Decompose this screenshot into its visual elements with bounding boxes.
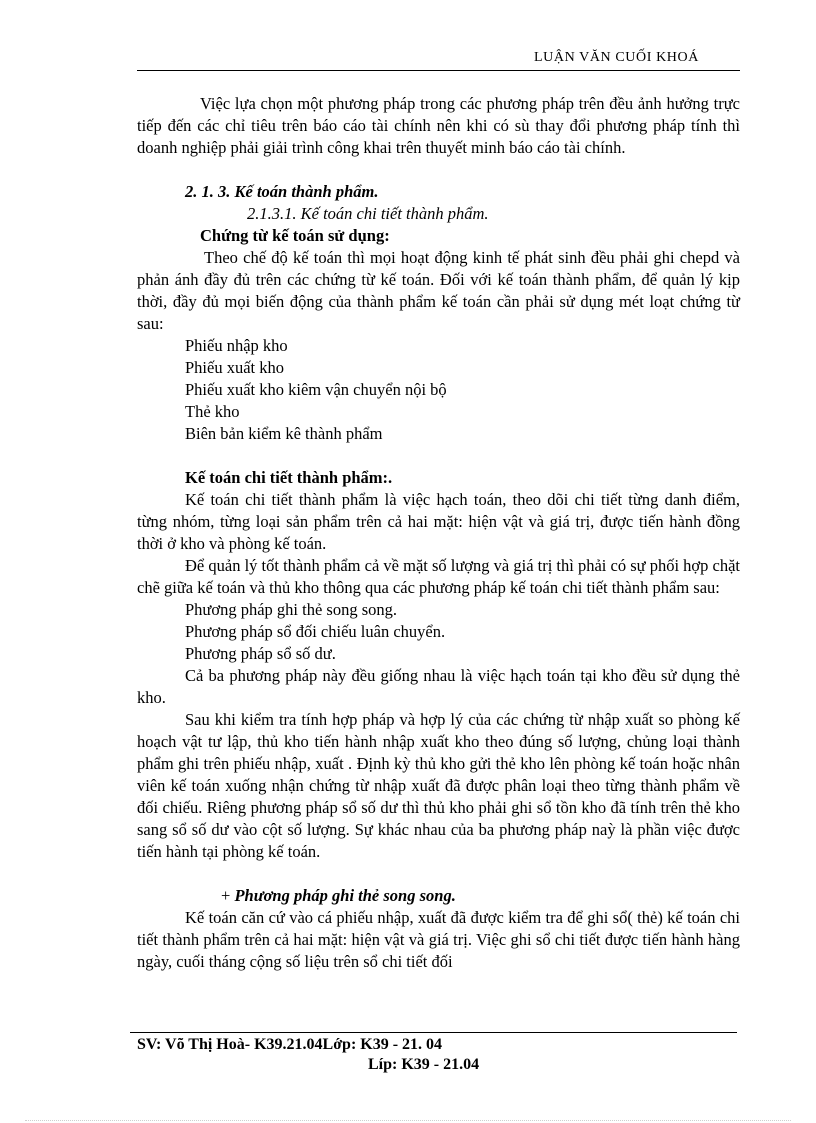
plus-prefix: + — [221, 886, 235, 905]
footer-rule — [130, 1032, 737, 1033]
detail-paragraph: Sau khi kiểm tra tính hợp pháp và hợp lý của các chứng từ nhập xuất so phòng kế hoạch vật tư lập, thủ kho tiến hành nhập xuất kho theo đúng số lượng, chủng loại thành phẩm ghi trên phiếu nhập, xuất . Định kỳ thủ kho gửi thẻ kho lên phòng kế toán hoặc nhân viên kế toán xuống nhận chứng từ nhập xuất đã được phân loại theo từng thành phẩm về đối chiếu. Riêng phương pháp sổ số dư thì thủ kho phải ghi sổ tồn kho đã tính trên thẻ kho sang sổ số dư vào cột số lượng. Sự khác nhau của ba phương pháp naỳ là phần việc được tiến hành tại phòng kế toán. — [137, 710, 740, 861]
parallel-method-title: Phương pháp ghi thẻ song song. — [234, 886, 456, 905]
list-item: Phiếu xuất kho — [185, 358, 284, 377]
list-item: Phương pháp ghi thẻ song song. — [185, 600, 398, 619]
methods-list — [137, 599, 740, 665]
documents-list — [137, 335, 740, 445]
detail-paragraph: Cả ba phương pháp này đều giống nhau là việc hạch toán tại kho đều sử dụng thẻ kho. — [137, 666, 740, 707]
detail-paragraph: Để quản lý tốt thành phẩm cả về mặt số lượng và giá trị thì phải có sự phối hợp chặt chẽ giữa kế toán và thủ kho thông qua các phương pháp kế toán chi tiết thành phẩm sau: — [137, 556, 740, 597]
footer-student-line: SV: Võ Thị Hoà- K39.21.04Lớp: K39 - 21. 04 — [137, 1036, 443, 1053]
spacer — [137, 445, 740, 467]
parallel-method-paragraph: Kế toán căn cứ vào cá phiếu nhập, xuất đã được kiểm tra để ghi sổ( thẻ) kế toán chi tiết thành phẩm trên cả hai mặt: hiện vật và giá trị. Việc ghi sổ chi tiết được tiến hành hàng ngày, cuối tháng cộng số liệu trên sổ chi tiết đối — [137, 908, 740, 971]
list-item: Phiếu xuất kho kiêm vận chuyển nội bộ — [185, 380, 447, 399]
list-item: Phiếu nhập kho — [185, 336, 288, 355]
subsection-heading: 2.1.3.1. Kế toán chi tiết thành phẩm. — [247, 204, 489, 223]
list-item: Thẻ kho — [185, 402, 240, 421]
documents-heading: Chứng từ kế toán sử dụng: — [200, 226, 390, 245]
parallel-method-heading — [137, 885, 740, 907]
spacer — [137, 863, 740, 885]
section-heading: 2. 1. 3. Kế toán thành phẩm. — [185, 182, 379, 201]
spacer — [137, 159, 740, 181]
footer-class-line: Líp: K39 - 21.04 — [368, 1056, 480, 1073]
page-bottom-edge — [25, 1120, 791, 1121]
header-rule — [137, 70, 740, 71]
documents-paragraph: Theo chế độ kế toán thì mọi hoạt động kinh tế phát sinh đều phải ghi chepd và phản ánh đầy đủ trên các chứng từ kế toán. Đối với kế toán thành phẩm, để quản lý kịp thời, đầy đủ mọi biến động của thành phẩm kế toán cần phải sử dụng mét loạt chứng từ sau: — [137, 248, 740, 333]
list-item: Phương pháp sổ đối chiếu luân chuyển. — [185, 622, 446, 641]
list-item: Phương pháp sổ số dư. — [185, 644, 336, 663]
detail-heading: Kế toán chi tiết thành phẩm:. — [185, 468, 393, 487]
header-title: LUẬN VĂN CUỐI KHOÁ — [534, 50, 699, 65]
document-body — [137, 93, 740, 973]
list-item: Biên bản kiểm kê thành phẩm — [185, 424, 383, 443]
intro-paragraph: Việc lựa chọn một phương pháp trong các phương pháp trên đều ảnh hưởng trực tiếp đến các chỉ tiêu trên báo cáo tài chính nên khi có sù thay đổi phương pháp tính thì doanh nghiệp phải giải trình công khai trên thuyết minh báo cáo tài chính. — [137, 94, 740, 157]
detail-paragraph: Kế toán chi tiết thành phẩm là việc hạch toán, theo dõi chi tiết từng danh điểm, từng nhóm, từng loại sản phẩm trên cả hai mặt: hiện vật và giá trị, được tiến hành đồng thời ở kho và phòng kế toán. — [137, 490, 740, 553]
